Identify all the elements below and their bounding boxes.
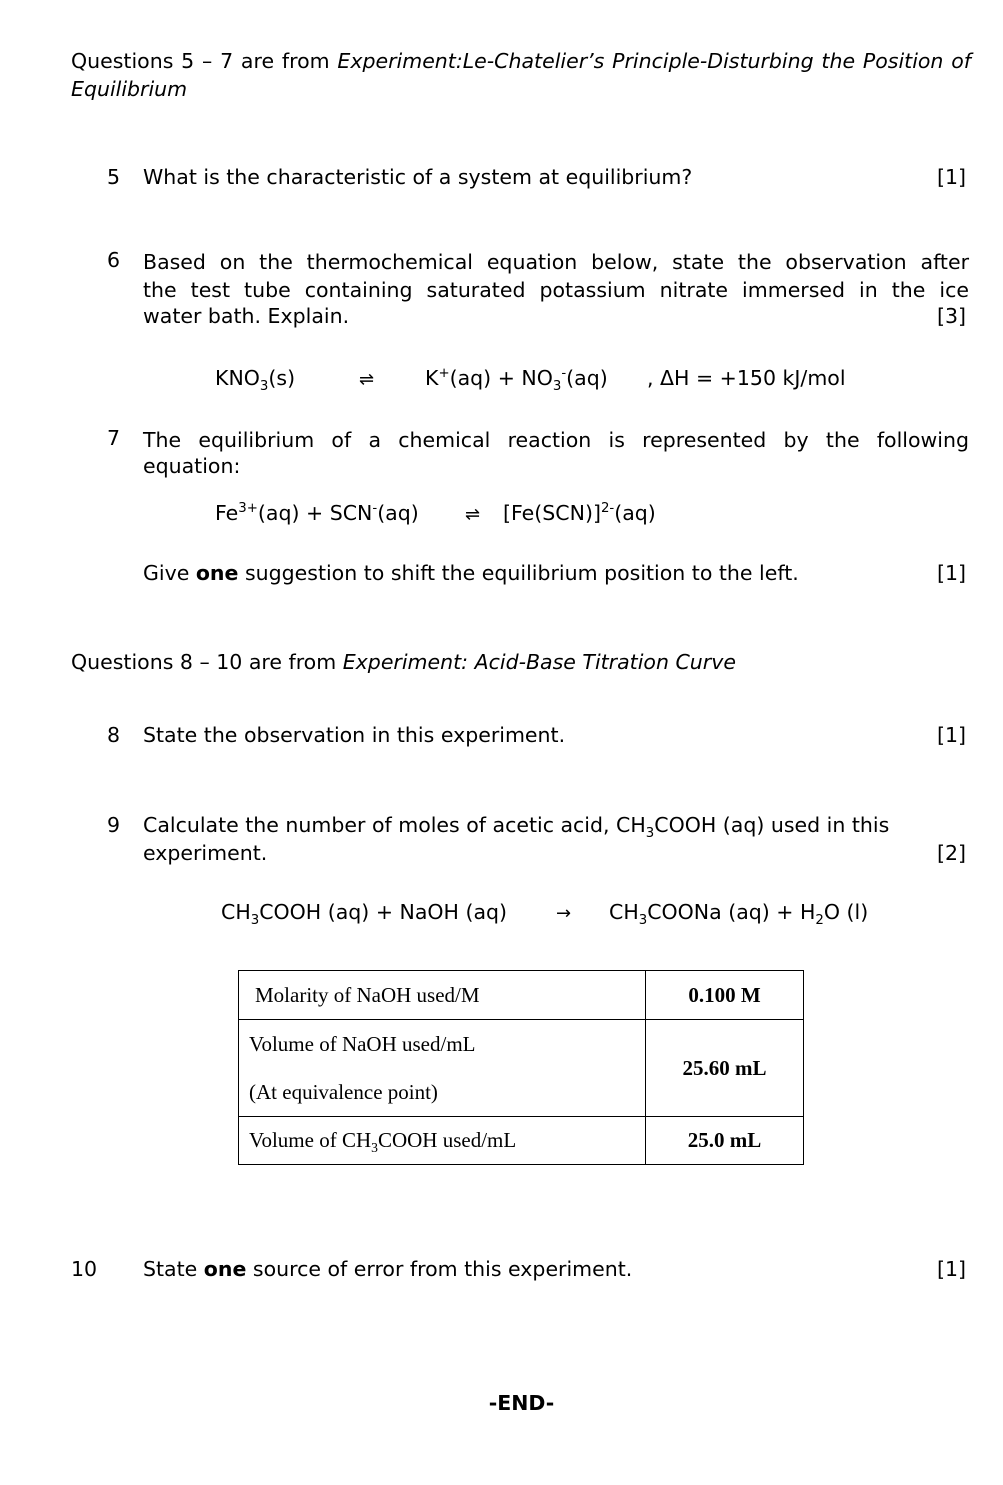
question-number: 6 — [107, 248, 121, 272]
equilibrium-arrow: ⇌ — [465, 504, 481, 525]
equation-product: $[Fe(SCN)]^{2-}(aq)$ — [503, 501, 656, 525]
question-text-line: The equilibrium of a chemical reaction is represented by the following — [143, 428, 969, 452]
table-row — [239, 1117, 804, 1165]
marks: [1] — [936, 165, 966, 189]
question-text-line: equation: — [143, 454, 241, 478]
question-text: State one source of error from this experiment. — [143, 1257, 633, 1281]
question-number: 9 — [107, 813, 121, 837]
reaction-arrow: → — [556, 903, 572, 924]
question-text: State the observation in this experiment. — [143, 723, 566, 747]
question-number: 10 — [71, 1257, 98, 1281]
end-marker: -END- — [488, 1391, 555, 1415]
experiment-title: Experiment: Acid-Base Titration Curve — [342, 650, 736, 674]
question-number: 8 — [107, 723, 121, 747]
experiment-title: Experiment:Le-Chatelier’s Principle-Disturbing the Position of Equilibrium — [71, 49, 971, 101]
table-row — [239, 1020, 804, 1117]
marks: [2] — [936, 841, 966, 865]
table-cell-value: 0.100 M — [646, 971, 804, 1020]
section-prefix: Questions 5 – 7 are from — [71, 49, 338, 73]
equation-products: $CH_3COONa$ $(aq) + H_2O$ (l) — [609, 900, 869, 929]
marks: [1] — [936, 723, 966, 747]
question-text: What is the characteristic of a system at equilibrium? — [143, 165, 693, 189]
equation-products: $K^+(aq) + NO_3^-(aq)$ — [425, 366, 608, 395]
question-text-line: water bath. Explain. — [143, 304, 350, 328]
equilibrium-arrow: ⇌ — [359, 369, 375, 390]
table-cell-label: Volume of NaOH used/mL (At equivalence point) — [239, 1020, 646, 1117]
enthalpy-change: , ΔH = +150 kJ/mol — [647, 366, 846, 390]
question-text-line: experiment. — [143, 841, 268, 865]
question-number: 5 — [107, 165, 121, 189]
marks: [1] — [936, 561, 966, 585]
equation-reactants: $Fe^{3+}(aq) + SCN^-(aq)$ — [215, 501, 419, 525]
table-cell-label: Volume of $CH_3COOH$ used/mL — [239, 1117, 646, 1165]
equation-reactants: $CH_3COOH$ (aq) + NaOH (aq) — [221, 900, 508, 929]
marks: [1] — [936, 1257, 966, 1281]
question-text-line: the test tube containing saturated potassium nitrate immersed in the ice — [143, 278, 969, 302]
table-cell-value: 25.0 mL — [646, 1117, 804, 1165]
question-text: Give one suggestion to shift the equilibrium position to the left. — [143, 561, 799, 585]
table-cell-value: 25.60 mL — [646, 1020, 804, 1117]
question-text-line: Based on the thermochemical equation below, state the observation after — [143, 250, 969, 274]
table-cell-label: Molarity of NaOH used/M — [239, 971, 646, 1020]
section-prefix: Questions 8 – 10 are from — [71, 650, 343, 674]
section-heading-1 — [71, 47, 971, 103]
table-row — [239, 971, 804, 1020]
equation-reactant: $KNO_3(s)$ — [215, 366, 296, 395]
section-heading-2 — [71, 650, 736, 674]
question-number: 7 — [107, 426, 121, 450]
titration-data-table — [238, 970, 804, 1165]
marks: [3] — [936, 304, 966, 328]
question-text-line: Calculate the number of moles of acetic acid, $CH_3COOH$ (aq) used in this — [143, 813, 890, 842]
